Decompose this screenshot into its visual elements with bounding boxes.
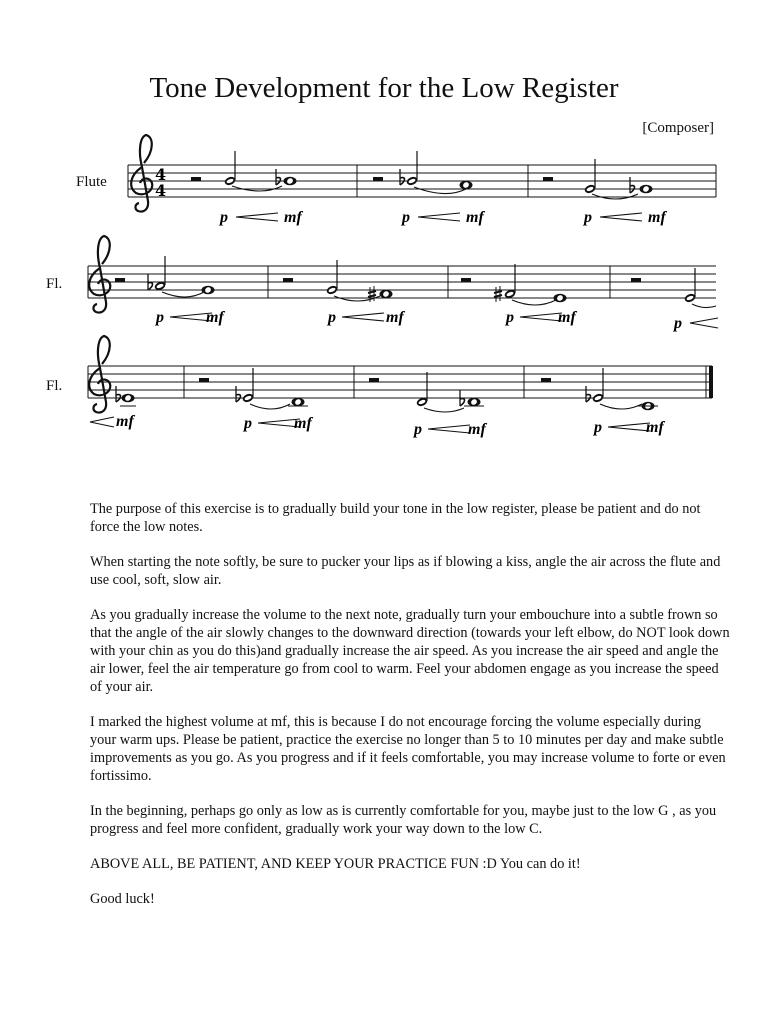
dynamic-mf: mf [558, 309, 576, 326]
dynamic-p: p [674, 315, 682, 332]
time-signature-bottom: 4 [155, 181, 167, 200]
paragraph-encouragement: ABOVE ALL, BE PATIENT, AND KEEP YOUR PRACTICE FUN :D You can do it! [90, 856, 581, 872]
instrument-label-1: Flute [76, 174, 107, 190]
dynamic-p: p [594, 419, 602, 436]
paragraph-volume: I marked the highest volume at mf, this is because I do not encourage forcing the volume especially during your warm ups. Please be patient, practice the exercise no longer than 5 to 10 minutes per day and make subtle improvements as you go. As you progress and if it feels comfortable, you may increase volume to forte or even fortissimo. [90, 714, 726, 784]
time-signature-top: 4 [155, 165, 167, 184]
dynamic-mf: mf [386, 309, 404, 326]
dynamic-p: p [584, 209, 592, 226]
staff-system-1 [128, 135, 716, 226]
page-title: Tone Development for the Low Register [149, 72, 619, 104]
dynamic-p: p [244, 415, 252, 432]
instructions-text [90, 500, 730, 925]
dynamic-p: p [414, 421, 422, 438]
dynamic-mf: mf [468, 421, 486, 438]
paragraph-embouchure: As you gradually increase the volume to the next note, gradually turn your embouchure into a subtle frown so that the angle of the air slowly changes to the downward direction (towards your left elbow, do NOT look down with your chin as you do this)and gradually increase the air speed. As you increase the air speed and angle the air lower, feel the air temperature go from cool to warm. Feel your abdomen engage as you increase the speed of your air. [90, 607, 730, 695]
dynamic-mf: mf [466, 209, 484, 226]
staff-system-2 [88, 236, 718, 332]
dynamic-mf: mf [284, 209, 302, 226]
instrument-label-3: Fl. [46, 378, 63, 394]
dynamic-mf: mf [116, 413, 134, 430]
dynamic-p: p [328, 309, 336, 326]
dynamic-mf: mf [206, 309, 224, 326]
paragraph-purpose: The purpose of this exercise is to gradually build your tone in the low register, please be patient and do not force the low notes. [90, 501, 701, 535]
paragraph-range: In the beginning, perhaps go only as low as is currently comfortable for you, maybe just to the low G , as you progress and feel more confident, gradually work your way down to the low C. [90, 803, 717, 837]
dynamic-p: p [220, 209, 228, 226]
dynamic-p: p [402, 209, 410, 226]
dynamic-p: p [506, 309, 514, 326]
dynamic-mf: mf [646, 419, 664, 436]
composer-credit: [Composer] [642, 120, 714, 136]
paragraph-starting-note: When starting the note softly, be sure to pucker your lips as if blowing a kiss, angle the air across the flute and use cool, soft, slow air. [90, 554, 721, 588]
instrument-label-2: Fl. [46, 276, 63, 292]
dynamic-mf: mf [648, 209, 666, 226]
dynamic-p: p [156, 309, 164, 326]
music-notation [0, 0, 768, 460]
paragraph-good-luck: Good luck! [90, 891, 155, 907]
staff-system-3 [88, 336, 713, 438]
dynamic-mf: mf [294, 415, 312, 432]
